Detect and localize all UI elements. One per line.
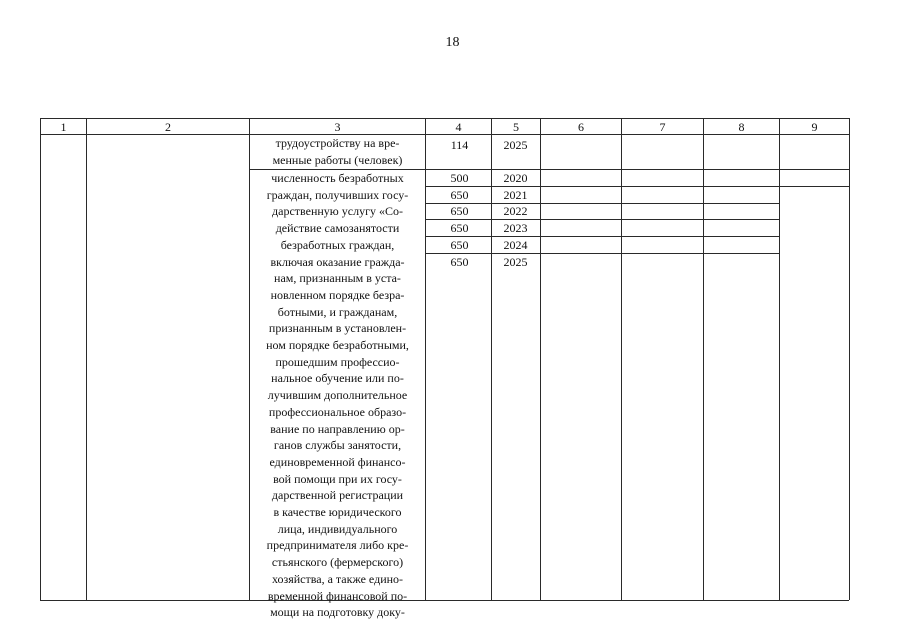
header-bottom-border bbox=[40, 134, 849, 135]
indicator-text-line: дарственной регистрации bbox=[271, 488, 404, 503]
indicator-text-line: действие самозанятости bbox=[275, 221, 400, 236]
indicator-text-line: ботными, и гражданам, bbox=[277, 304, 398, 319]
table-bottom-border bbox=[40, 600, 849, 601]
indicator-text-line: стьянского (фермерского) bbox=[271, 555, 404, 570]
value-cell: 650 bbox=[450, 238, 469, 252]
indicator-text-line: предпринимателя либо кре- bbox=[266, 538, 409, 553]
column-divider bbox=[703, 118, 704, 600]
column-divider bbox=[621, 118, 622, 600]
indicator-text-line: мощи на подготовку доку- bbox=[270, 605, 405, 620]
column-divider bbox=[540, 118, 541, 600]
year-cell: 2023 bbox=[503, 221, 528, 235]
indicator-text-line: нам, признанным в уста- bbox=[274, 271, 401, 286]
column-header: 6 bbox=[578, 120, 584, 134]
column-header: 9 bbox=[811, 120, 818, 134]
indicator-text-line: численность безработных bbox=[271, 171, 404, 185]
value-cell: 650 bbox=[450, 221, 469, 235]
column-header: 2 bbox=[165, 120, 171, 134]
indicator-text-line: единовременной финансо- bbox=[269, 454, 406, 469]
value-cell: 650 bbox=[450, 255, 469, 269]
indicator-text-cell bbox=[251, 170, 424, 621]
column-divider bbox=[40, 118, 41, 600]
column-divider bbox=[779, 118, 780, 600]
indicator-text-line: вой помощи при их госу- bbox=[273, 471, 402, 486]
indicator-text-line: граждан, получивших госу- bbox=[266, 187, 409, 202]
indicator-text-line: лица, индивидуального bbox=[277, 521, 398, 536]
year-cell: 2021 bbox=[503, 188, 528, 202]
value-cell: 650 bbox=[450, 188, 469, 202]
indicator-text-line: профессиональное образо- bbox=[268, 404, 407, 419]
value-cell: 500 bbox=[450, 171, 469, 185]
table-top-border bbox=[40, 118, 849, 119]
indicator-text-line: временной финансовой по- bbox=[267, 588, 408, 603]
column-header: 4 bbox=[455, 120, 462, 134]
value-cell: 650 bbox=[450, 204, 469, 218]
year-cell: 2025 bbox=[503, 255, 528, 269]
indicator-text-line: безработных граждан, bbox=[280, 237, 395, 252]
column-divider bbox=[86, 118, 87, 600]
year-cell: 2022 bbox=[503, 204, 528, 218]
column-divider bbox=[425, 118, 426, 600]
indicator-text-line: хозяйства, а также едино- bbox=[271, 571, 404, 586]
indicator-text-line: менные работы (человек) bbox=[272, 152, 403, 167]
column-header: 8 bbox=[738, 120, 745, 134]
column-header: 5 bbox=[513, 120, 519, 134]
column-divider bbox=[249, 118, 250, 600]
indicator-text-line: вание по направлению ор- bbox=[270, 421, 405, 436]
indicator-text-line: дарственную услугу «Со- bbox=[272, 204, 403, 219]
indicator-text-line: трудоустройству на вре- bbox=[275, 136, 400, 150]
year-cell: 2020 bbox=[503, 171, 528, 185]
year-cell: 2025 bbox=[503, 138, 528, 152]
indicator-text-cell bbox=[251, 135, 424, 168]
indicator-text-line: включая оказание гражда- bbox=[270, 254, 405, 269]
indicator-text-line: ганов службы занятости, bbox=[273, 438, 402, 453]
column-header: 7 bbox=[659, 120, 666, 134]
value-cell: 114 bbox=[450, 138, 469, 152]
indicator-text-line: ном порядке безработными, bbox=[266, 338, 409, 353]
indicator-text-line: нальное обучение или по- bbox=[271, 371, 404, 386]
column-divider bbox=[849, 118, 850, 600]
year-cell: 2024 bbox=[503, 238, 528, 252]
page-number: 18 bbox=[445, 35, 460, 50]
indicator-text-line: в качестве юридического bbox=[273, 505, 402, 520]
indicator-text-line: признанным в установлен- bbox=[268, 321, 407, 336]
indicator-text-line: прошедшим профессио- bbox=[275, 354, 400, 369]
indicator-text-line: новленном порядке безра- bbox=[270, 287, 405, 302]
column-header: 3 bbox=[334, 120, 341, 134]
indicator-text-line: лучившим дополнительное bbox=[267, 388, 408, 403]
column-header: 1 bbox=[60, 120, 67, 134]
